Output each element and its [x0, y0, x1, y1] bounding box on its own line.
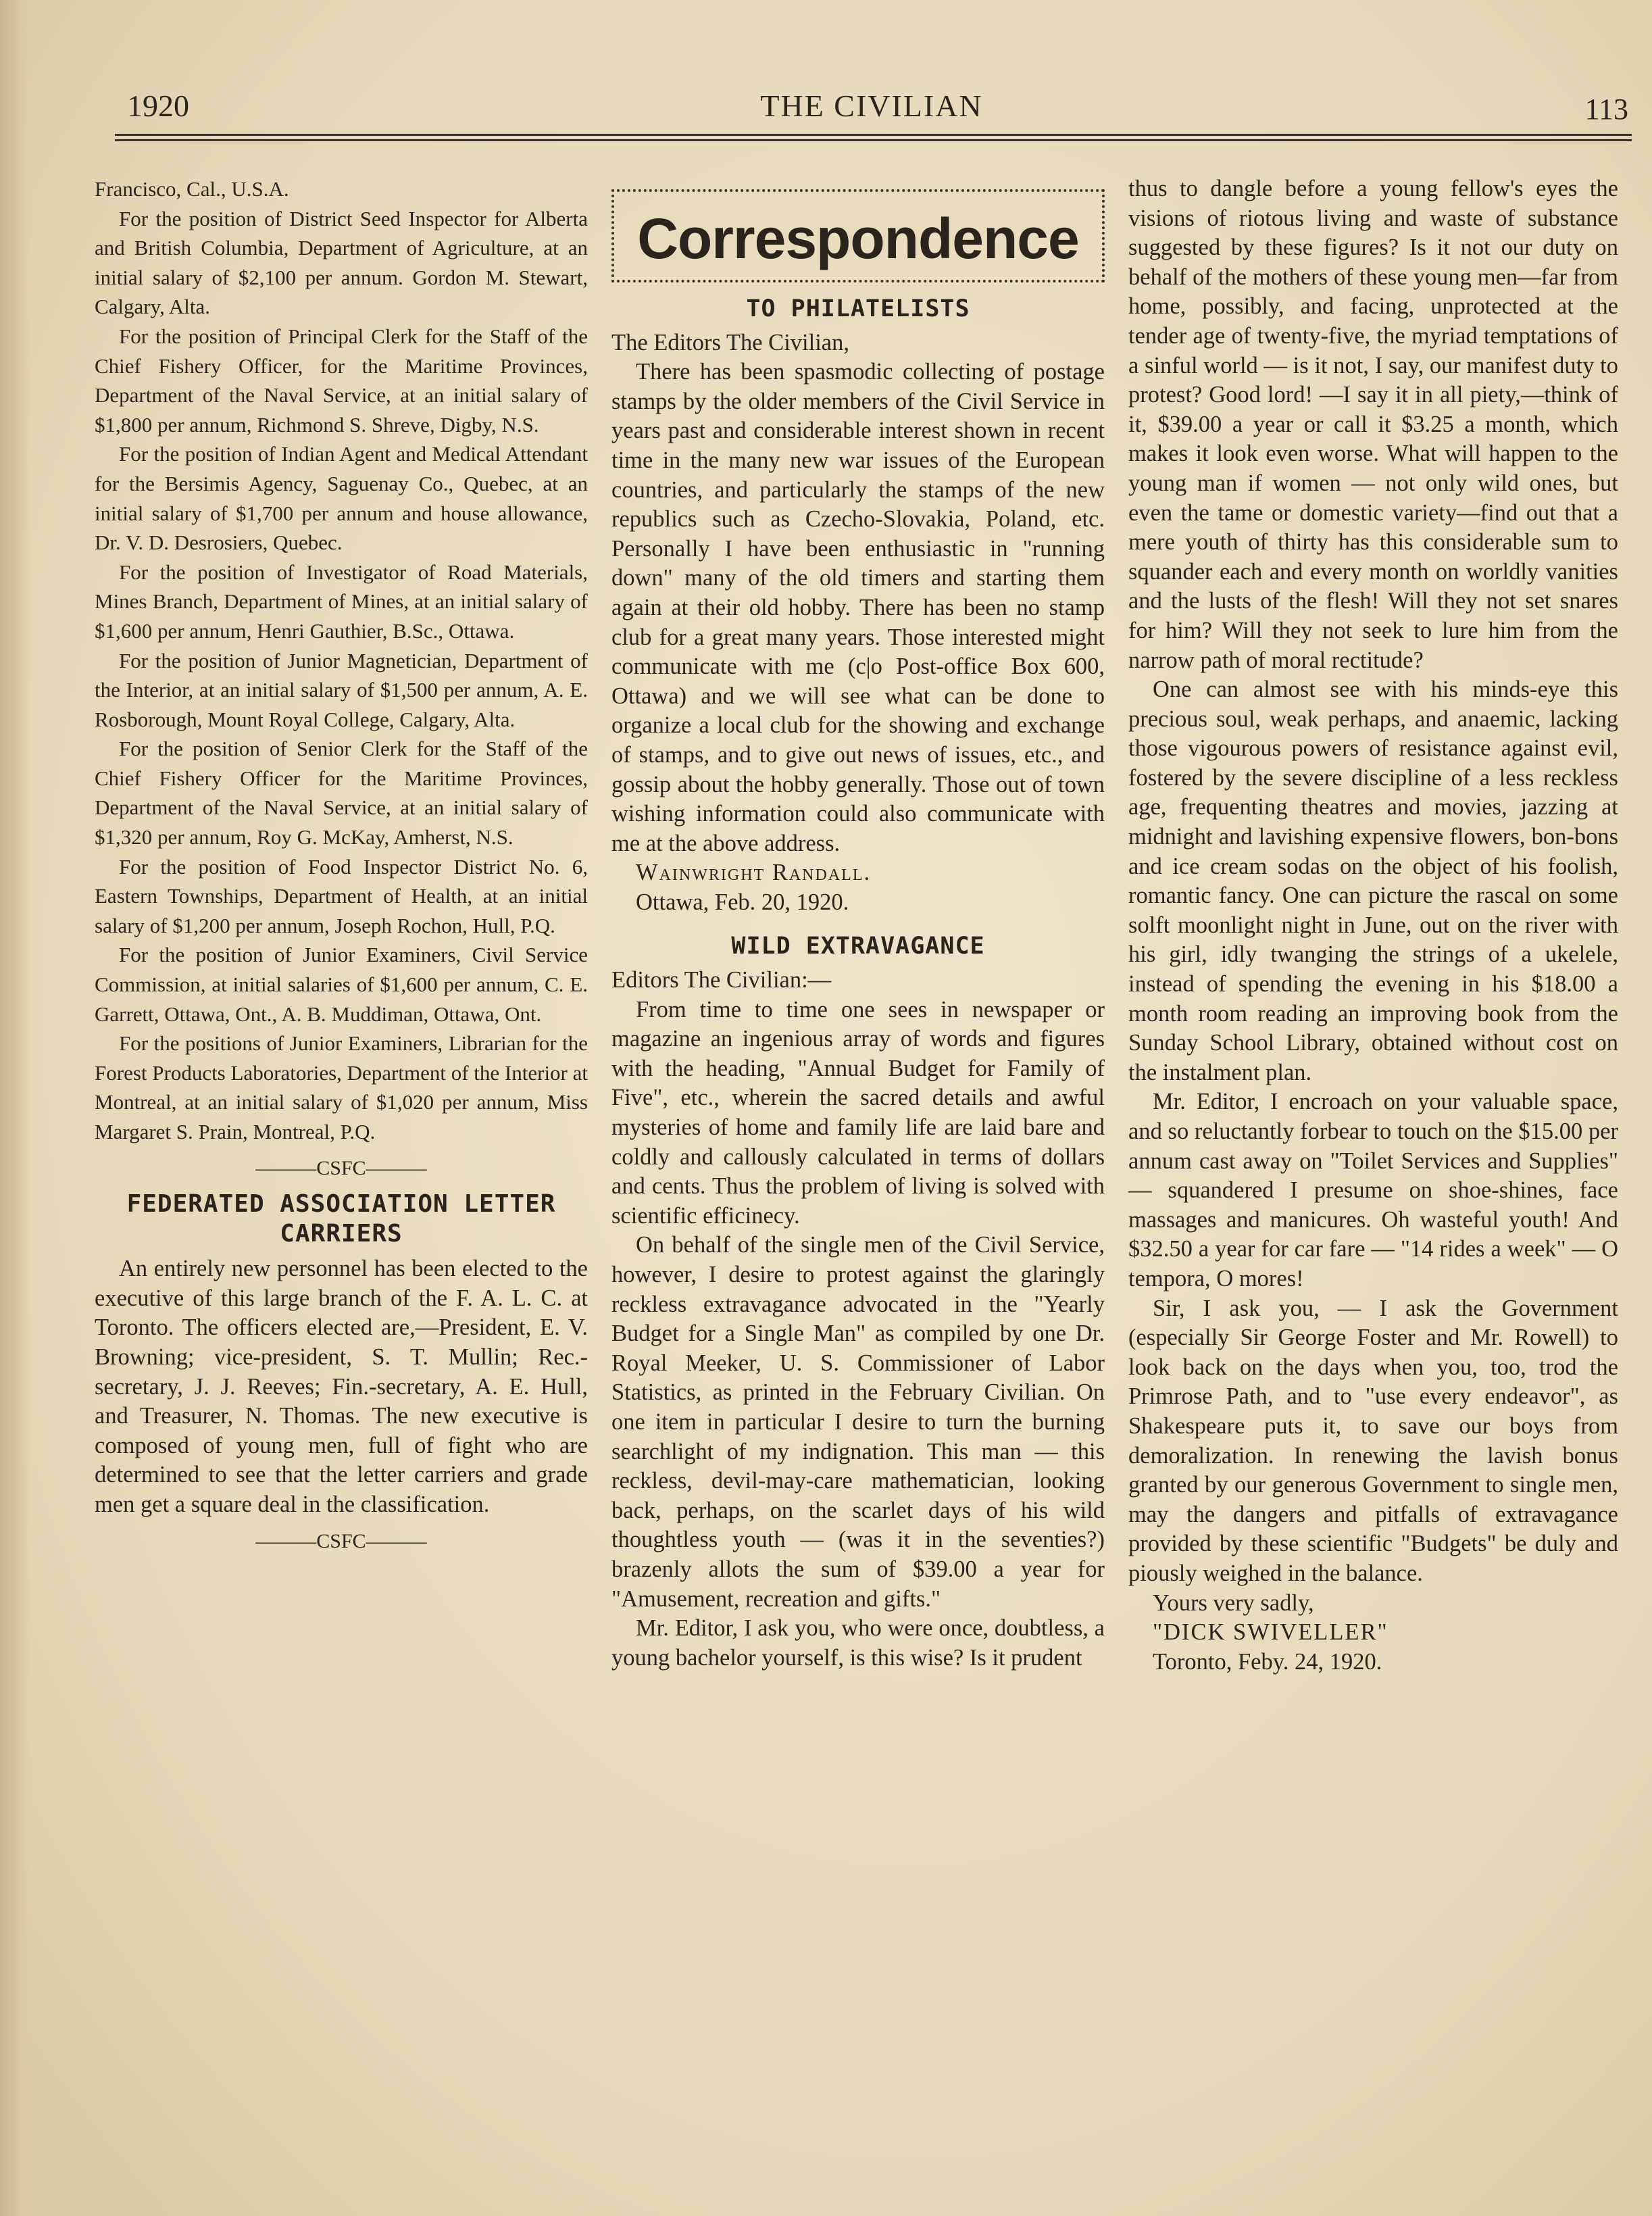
header-rule-top: [115, 134, 1632, 136]
paragraph: There has been spasmodic collecting of postage stamps by the older members of the Civil Service in years past and considerable interest shown in recent time in the many new war issues of the European countries, and particularly the stamps of the new republics such as Czecho-Slovakia, Poland, etc. Personally I have been enthusiastic in "running down" many of the old timers and starting them again at their old hobby. There has been no stamp club for a great many years. Those interested might communicate with me (c|o Post-office Box 600, Ottawa) and we will see what can be done to organize a local club for the showing and exchange of stamps, and to give out news of issues, etc., and gossip about the hobby generally. Those out of town wishing information could also communicate with me at the above address.: [611, 359, 1105, 856]
paragraph: An entirely new personnel has been elected to the executive of this large branch of the F. A. L. C. at Toronto. The officers elected are,—President, E. V. Browning; vice-president, S. T. Mullin; Rec.-secretary, J. J. Reeves; Fin.-secretary, A. E. Hull, and Treasurer, N. Thomas. The new executive is composed of young men, full of fight who are determined to see that the letter carriers and grade men get a square deal in the classification.: [95, 1256, 588, 1517]
paragraph: For the positions of Junior Examiners, Librarian for the Forest Products Laboratories, Department of the Interior at Montreal, at an initial salary of $1,020 per annum, Miss Margaret S. Prain, Montreal, P.Q.: [95, 1031, 588, 1143]
header-title: THE CIVILIAN: [760, 89, 983, 123]
letter-signature: "DICK SWIVELLER": [1153, 1619, 1388, 1646]
paragraph: For the position of Senior Clerk for the Staff of the Chief Fishery Officer for the Maritime Provinces, Department of the Naval Service, at an initial salary of $1,320 per annum, Roy G. McKay, Amherst, N.S.: [95, 737, 588, 850]
page-spine-shadow: [0, 0, 30, 2216]
header-rule-bottom: [115, 139, 1632, 141]
salutation: The Editors The Civilian,: [611, 329, 849, 355]
letter-date: Ottawa, Feb. 20, 1920.: [636, 889, 849, 915]
paragraph: For the position of Principal Clerk for the Staff of the Chief Fishery Officer, for the Maritime Provinces, Department of the Naval Service, at an initial salary of $1,800 per annum, Richmond S. Shreve, Digby, N.S.: [95, 324, 588, 437]
paragraph: For the position of Junior Magnetician, Department of the Interior, at an initial salary of $1,500 per annum, A. E. Rosborough, Mount Royal College, Calgary, Alta.: [95, 648, 588, 731]
letter-heading: WILD EXTRAVAGANCE: [731, 933, 985, 960]
section-heading: FEDERATED ASSOCIATION LETTER CARRIERS: [126, 1190, 556, 1248]
letter-heading: TO PHILATELISTS: [746, 295, 970, 322]
running-header: [115, 88, 1628, 128]
paragraph: For the position of Junior Examiners, Civil Service Commission, at initial salaries of $1,600 per annum, C. E. Garrett, Ottawa, Ont., A. B. Muddiman, Ottawa, Ont.: [95, 943, 588, 1026]
column-letter-continued: [1128, 174, 1618, 1677]
paragraph: Francisco, Cal., U.S.A.: [95, 177, 289, 201]
paragraph: One can almost see with his minds-eye this precious soul, weak perhaps, and anaemic, lacking those vigourous powers of resistance against evil, fostered by the severe discipline of a less reckless age, frequenting theatres and movies, jazzing at midnight and lavishing expensive flowers, bon-bons and ice cream sodas on the object of his foolish, romantic fancy. One can picture the rascal on some solft moonlight night in June, out on the river with his girl, idly twanging the strings of a ukelele, instead of spending the evening in his $18.00 a month room reading an improving book from the Sunday School Library, obtained without cost on the instalment plan.: [1128, 676, 1618, 1085]
paragraph: For the position of District Seed Inspector for Alberta and British Columbia, Department of Agriculture, at an initial salary of $2,100 per annum. Gordon M. Stewart, Calgary, Alta.: [95, 206, 588, 319]
paragraph: thus to dangle before a young fellow's eyes the visions of riotous living and waste of substance suggested by these figures? Is it not our duty on behalf of the mothers of these young men—far from home, possibly, and facing, unprotected at the tender age of twenty-five, the myriad temptations of a sinful world — is it not, I say, our manifest duty to protest? Good lord! —I say it in all piety,—think of it, $39.00 a year or call it $3.25 a month, which makes it look even worse. What will happen to the young man if women — not only wild ones, but even the tame or domestic variety—find out that a mere youth of thirty has this considerable sum to squander each and every month on worldly vanities and the lusts of the flesh! Will they not set snares for him? Will they not seek to lure him from the narrow path of moral rectitude?: [1128, 176, 1618, 673]
letter-closing: Yours very sadly,: [1153, 1590, 1314, 1616]
paragraph: On behalf of the single men of the Civil Service, however, I desire to protest against the glaringly reckless extravagance advocated in the "Yearly Budget for a Single Man" as compiled by one Dr. Royal Meeker, U. S. Commissioner of Labor Statistics, as printed in the February Civilian. On one item in particular I desire to turn the burning searchlight of my indignation. This man — this reckless, devil-may-care mathematician, looking back, perhaps, on the scarlet days of his wild thoughtless youth — (was it in the seventies?) brazenly allots the sum of $39.00 a year for "Amusement, recreation and gifts.": [611, 1232, 1105, 1612]
paragraph: For the position of Investigator of Road Materials, Mines Branch, Department of Mines, at an initial salary of $1,600 per annum, Henri Gauthier, B.Sc., Ottawa.: [95, 560, 588, 643]
letter-date: Toronto, Feby. 24, 1920.: [1153, 1648, 1382, 1675]
paragraph: Mr. Editor, I ask you, who were once, doubtless, a young bachelor yourself, is this wise? Is it prudent: [611, 1615, 1105, 1671]
paragraph: Sir, I ask you, — I ask the Government (especially Sir George Foster and Mr. Rowell) to look back on the days when you, too, trod the Primrose Path, and to "use every endeavor", as Shakespeare puts it, to save our boys from demoralization. In renewing the lavish bonus granted by our generous Government to single men, may the dangers and pitfalls of extravagance provided by these scientific "Budgets" be duly and piously weighed in the balance.: [1128, 1295, 1618, 1586]
paragraph: Mr. Editor, I encroach on your valuable space, and so reluctantly forbear to touch on the $15.00 per annum cast away on "Toilet Services and Supplies" — squandered I presume on shoe-shines, face massages and manicures. Oh wasteful youth! And $32.50 a year for car fare — "14 rides a week" — O tempora, O mores!: [1128, 1089, 1618, 1291]
salutation: Editors The Civilian:—: [611, 967, 832, 993]
header-year: 1920: [127, 89, 189, 123]
column-correspondence: [611, 182, 1105, 1673]
header-page-number: 113: [1584, 93, 1628, 126]
column-appointments: [95, 174, 588, 1562]
section-separator: ———CSFC———: [255, 1156, 427, 1179]
paragraph: From time to time one sees in newspaper or magazine an ingenious array of words and figures with the heading, "Annual Budget for Family of Five", etc., wherein the sacred details and awful mysteries of home and family life are laid bare and coldly and callously calculated in terms of dollars and cents. Thus the problem of living is solved with scientific efficinecy.: [611, 996, 1105, 1229]
section-separator: ———CSFC———: [255, 1529, 427, 1552]
paragraph: For the position of Indian Agent and Medical Attendant for the Bersimis Agency, Saguenay Co., Quebec, at an initial salary of $1,700 per annum and house allowance, Dr. V. D. Desrosiers, Quebec.: [95, 442, 588, 555]
correspondence-banner: Correspondence: [611, 189, 1105, 282]
paragraph: For the position of Food Inspector District No. 6, Eastern Townships, Department of Health, at an initial salary of $1,200 per annum, Joseph Rochon, Hull, P.Q.: [95, 854, 588, 937]
letter-signature: Wainwright Randall.: [636, 860, 872, 886]
